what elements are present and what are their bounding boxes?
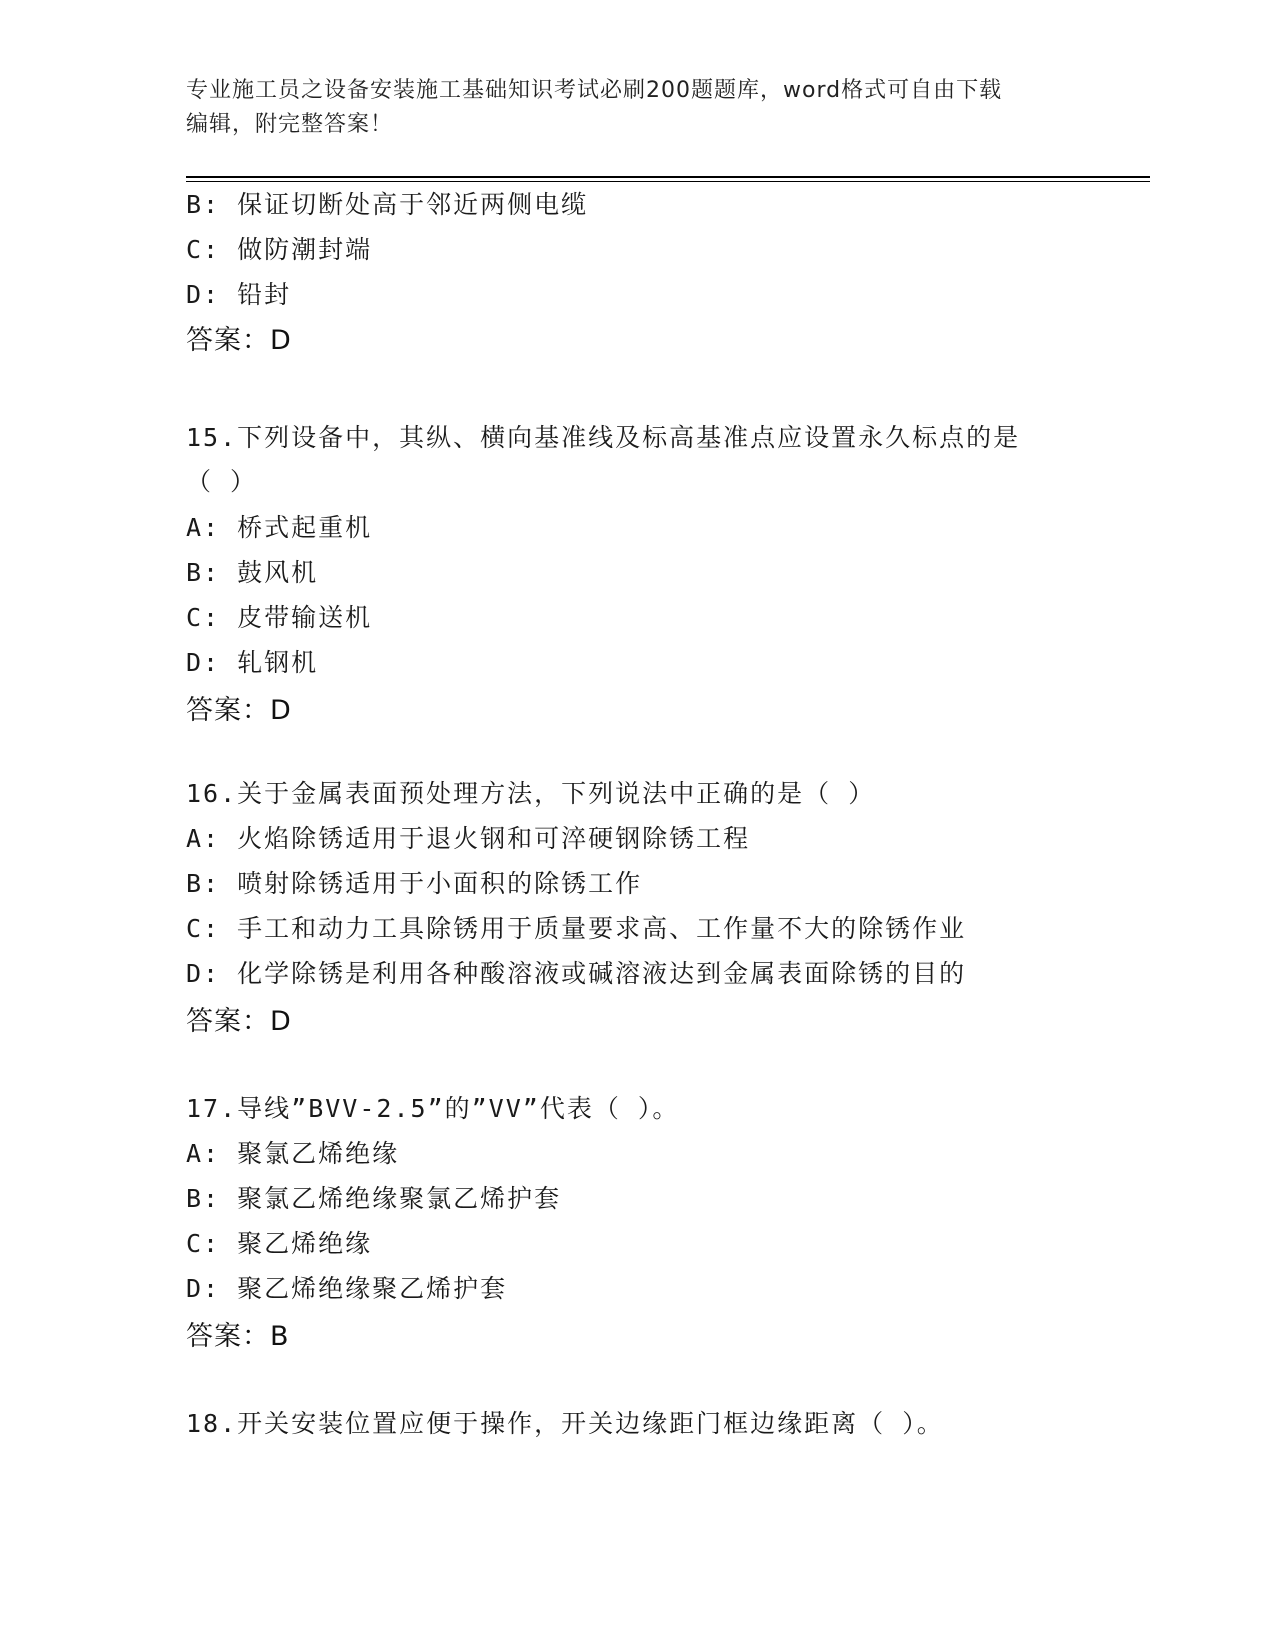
q17-answer: 答案：B [186, 1321, 290, 1352]
q15-stem: 15.下列设备中，其纵、横向基准线及标高基准点应设置永久标点的是 [186, 423, 1021, 452]
q14-option-d: D: 铅封 [186, 280, 292, 309]
q17-stem: 17.导线”BVV-2.5”的”VV”代表（ ）。 [186, 1094, 680, 1123]
header-line-1: 专业施工员之设备安装施工基础知识考试必刷200题题库，word格式可自由下载 [186, 78, 1003, 103]
header-divider-thin [186, 181, 1150, 182]
q17-option-d: D: 聚乙烯绝缘聚乙烯护套 [186, 1274, 508, 1303]
q17-option-a: A: 聚氯乙烯绝缘 [186, 1139, 400, 1168]
q16-option-a: A: 火焰除锈适用于退火钢和可淬硬钢除锈工程 [186, 824, 751, 853]
q14-option-c: C: 做防潮封端 [186, 235, 373, 264]
q15-option-c: C: 皮带输送机 [186, 603, 373, 632]
q14-option-b: B: 保证切断处高于邻近两侧电缆 [186, 190, 589, 219]
q16-option-b: B: 喷射除锈适用于小面积的除锈工作 [186, 869, 643, 898]
q16-option-c: C: 手工和动力工具除锈用于质量要求高、工作量不大的除锈作业 [186, 914, 967, 943]
q15-option-d: D: 轧钢机 [186, 648, 319, 677]
q18-stem: 18.开关安装位置应便于操作，开关边缘距门框边缘距离（ ）。 [186, 1409, 944, 1438]
q17-option-b: B: 聚氯乙烯绝缘聚氯乙烯护套 [186, 1184, 562, 1213]
q15-answer: 答案：D [186, 695, 292, 726]
header-divider-thick [186, 176, 1150, 178]
q14-answer: 答案：D [186, 325, 292, 356]
header-line-2: 编辑，附完整答案！ [186, 112, 394, 137]
q17-option-c: C: 聚乙烯绝缘 [186, 1229, 373, 1258]
q16-stem: 16.关于金属表面预处理方法，下列说法中正确的是（ ） [186, 779, 876, 808]
document-header [186, 74, 1086, 142]
q15-option-a: A: 桥式起重机 [186, 513, 373, 542]
q15-option-b: B: 鼓风机 [186, 558, 319, 587]
q16-answer: 答案：D [186, 1006, 292, 1037]
q15-stem-cont: （ ） [186, 467, 258, 496]
q16-option-d: D: 化学除锈是利用各种酸溶液或碱溶液达到金属表面除锈的目的 [186, 959, 967, 988]
